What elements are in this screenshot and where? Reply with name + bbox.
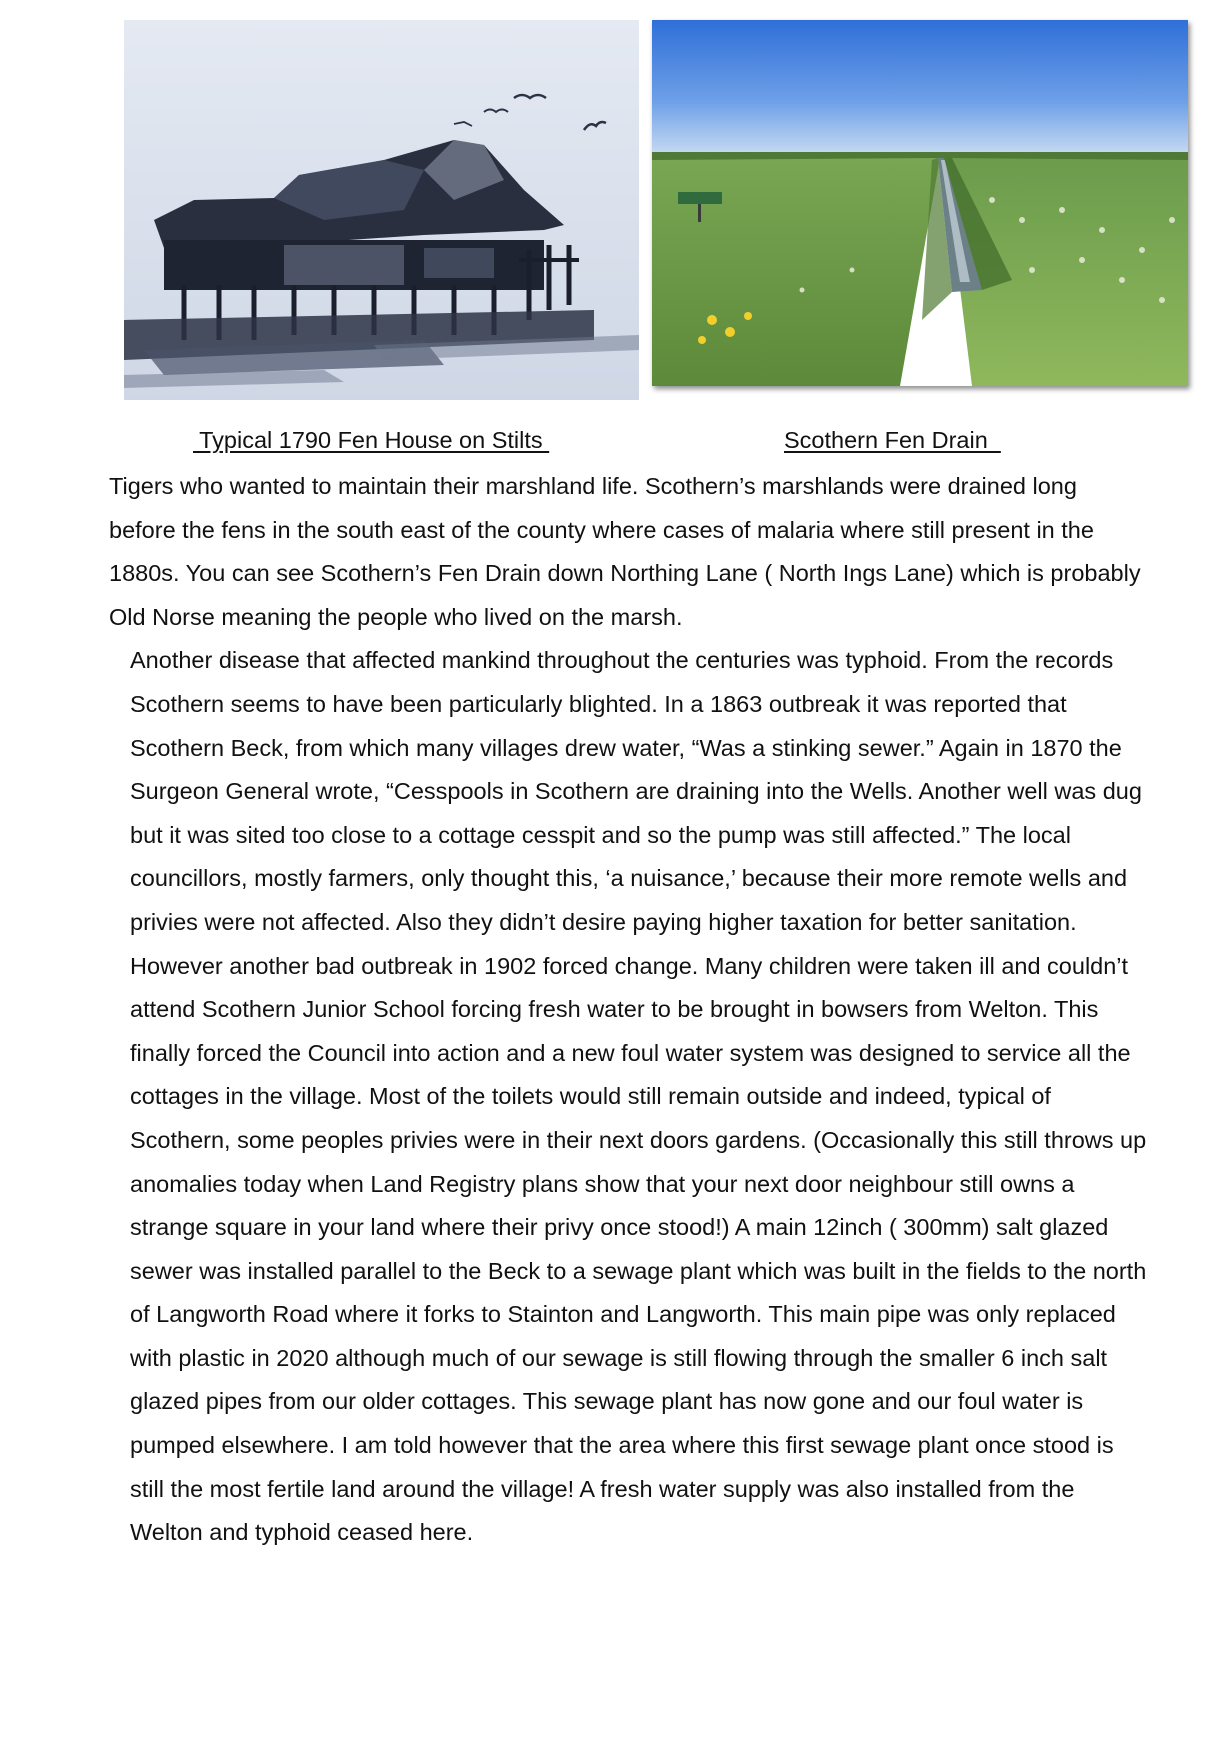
paragraph-typhoid: Another disease that affected mankind throughout the centuries was typhoid. From the records Scothern seems to have been particularly blighted. In a 1863 outbreak it was reported that Scothern Beck, from which many villages drew water, “Was a stinking sewer.” Again in 1870 the Surgeon General wrote, “Cesspools in Scothern are draining into the Wells. Another well was dug but it was sited too close to a cottage cesspit and so the pump was still affected.” The local councillors, mostly farmers, only thought this, ‘a nuisance,’ because their more remote wells and privies were not affected. Also they didn’t desire paying higher taxation for better sanitation. However another bad outbreak in 1902 forced change. Many children were taken ill and couldn’t attend Scothern Junior School forcing fresh water to be brought in bowsers from Welton. This finally forced the Council into action and a new foul water system was designed to service all the cottages in the village. Most of the toilets would still remain outside and indeed, typical of Scothern, some peoples privies were in their next doors gardens. (Occasionally this still throws up anomalies today when Land Registry plans show that your next door neighbour still owns a strange square in your land where their privy once stood!) A main 12inch ( 300mm) salt glazed sewer was installed parallel to the Beck to a sewage plant which was built in the fields to the north of Langworth Road where it forks to Stainton and Langworth. This main pipe was only replaced with plastic in 2020 although much of our sewage is still flowing through the smaller 6 inch salt glazed pipes from our older cottages. This sewage plant has now gone and our foul water is pumped elsewhere. I am told however that the area where this first sewage plant once stood is still the most fertile land around the village! A fresh water supply was also installed from the Welton and typhoid ceased here. bbox=[130, 647, 1147, 1546]
paragraph-marshlands: Tigers who wanted to maintain their marshland life. Scothern’s marshlands were drained long before the fens in the south east of the county where cases of malaria where still present in the 1880s. You can see Scothern’s Fen Drain down Northing Lane ( North Ings Lane) which is probably Old Norse meaning the people who lived on the marsh. bbox=[109, 473, 1141, 630]
fen-drain-caption: Scothern Fen Drain bbox=[784, 427, 1001, 453]
fen-drain-illustration bbox=[652, 20, 1188, 386]
fen-house-illustration bbox=[124, 20, 639, 400]
fen-house-photo bbox=[124, 20, 639, 400]
fen-house-caption: Typical 1790 Fen House on Stilts bbox=[193, 427, 550, 453]
fen-drain-photo bbox=[652, 20, 1188, 386]
article-body bbox=[109, 465, 1149, 1555]
